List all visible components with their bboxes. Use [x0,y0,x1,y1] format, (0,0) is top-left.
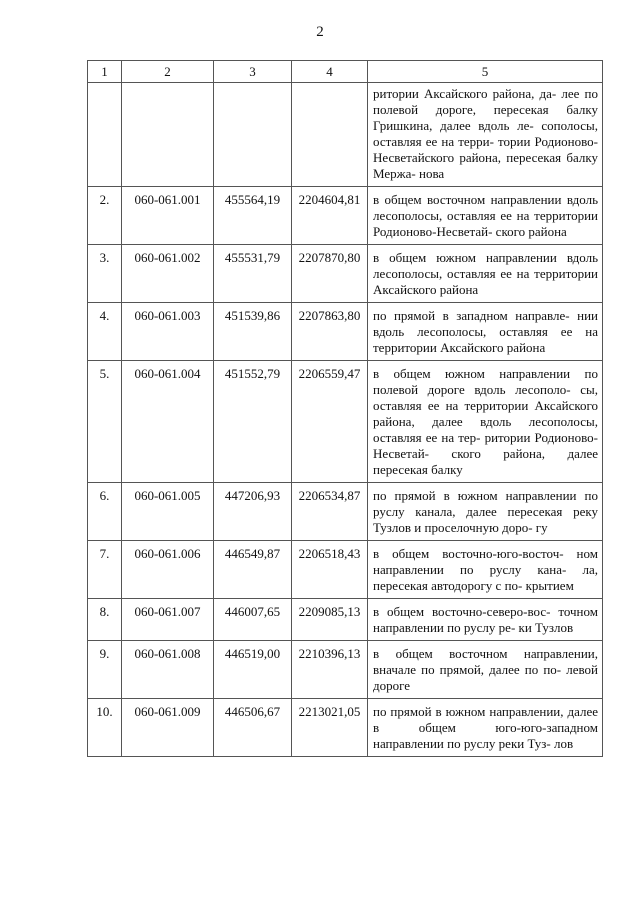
column-header: 5 [368,61,603,83]
y-coordinate: 2206534,87 [292,483,368,541]
table-cell [122,83,214,187]
y-coordinate: 2207870,80 [292,245,368,303]
row-number: 9. [88,641,122,699]
row-number: 4. [88,303,122,361]
point-code: 060-061.005 [122,483,214,541]
row-number: 7. [88,541,122,599]
table-row [88,641,603,699]
description-cell: в общем южном направлении вдоль лесополосы, оставляя ее на территории Аксайского района [368,245,603,303]
row-number: 3. [88,245,122,303]
page-number: 2 [316,24,324,40]
point-code: 060-061.001 [122,187,214,245]
table-row [88,303,603,361]
column-header: 3 [214,61,292,83]
table-row-continuation [88,83,603,187]
boundary-table [87,60,603,757]
description-cell: по прямой в южном направлении, далее в общем юго-юго-западном направлении по руслу реки Туз- лов [368,699,603,757]
row-number: 6. [88,483,122,541]
description-cell: в общем восточно-северо-вос- точном направлении по руслу ре- ки Тузлов [368,599,603,641]
x-coordinate: 446519,00 [214,641,292,699]
x-coordinate: 451552,79 [214,361,292,483]
table-row [88,361,603,483]
description-cell: в общем восточном направлении вдоль лесополосы, оставляя ее на территории Родионово-Несветай- ского района [368,187,603,245]
table-row [88,483,603,541]
x-coordinate: 451539,86 [214,303,292,361]
column-header: 4 [292,61,368,83]
y-coordinate: 2204604,81 [292,187,368,245]
x-coordinate: 455564,19 [214,187,292,245]
y-coordinate: 2213021,05 [292,699,368,757]
x-coordinate: 455531,79 [214,245,292,303]
table-row [88,187,603,245]
y-coordinate: 2206559,47 [292,361,368,483]
row-number: 10. [88,699,122,757]
point-code: 060-061.006 [122,541,214,599]
x-coordinate: 446007,65 [214,599,292,641]
column-header: 2 [122,61,214,83]
column-header: 1 [88,61,122,83]
x-coordinate: 446549,87 [214,541,292,599]
point-code: 060-061.009 [122,699,214,757]
table-row [88,245,603,303]
point-code: 060-061.003 [122,303,214,361]
description-cell: в общем восточно-юго-восточ- ном направлении по руслу кана- ла, пересекая автодорогу с по- крытием [368,541,603,599]
x-coordinate: 447206,93 [214,483,292,541]
description-cell: ритории Аксайского района, да- лее по полевой дороге, пересекая балку Гришкина, далее вдоль ле- сополосы, оставляя ее на терри- тории Родионово-Несветайского района, пересекая балку Мержа- нова [368,83,603,187]
point-code: 060-061.008 [122,641,214,699]
table-row [88,599,603,641]
description-cell: по прямой в южном направлении по руслу канала, далее пересекая реку Тузлов и проселочную доро- гу [368,483,603,541]
y-coordinate: 2206518,43 [292,541,368,599]
table-row [88,699,603,757]
table-cell [88,83,122,187]
row-number: 5. [88,361,122,483]
x-coordinate: 446506,67 [214,699,292,757]
y-coordinate: 2207863,80 [292,303,368,361]
point-code: 060-061.002 [122,245,214,303]
row-number: 2. [88,187,122,245]
table-cell [214,83,292,187]
point-code: 060-061.004 [122,361,214,483]
description-cell: в общем восточном направлении, вначале по прямой, далее по по- левой дороге [368,641,603,699]
table-row [88,541,603,599]
table-cell [292,83,368,187]
table-header-row [88,61,603,83]
description-cell: в общем южном направлении по полевой дороге вдоль лесополо- сы, оставляя ее на территории Аксайского района, далее вдоль лесополосы, оставляя ее на тер- ритории Родионово-Несветай- ского района, далее пересекая балку [368,361,603,483]
y-coordinate: 2209085,13 [292,599,368,641]
description-cell: по прямой в западном направле- нии вдоль лесополосы, оставляя ее на территории Аксайского района [368,303,603,361]
point-code: 060-061.007 [122,599,214,641]
y-coordinate: 2210396,13 [292,641,368,699]
row-number: 8. [88,599,122,641]
